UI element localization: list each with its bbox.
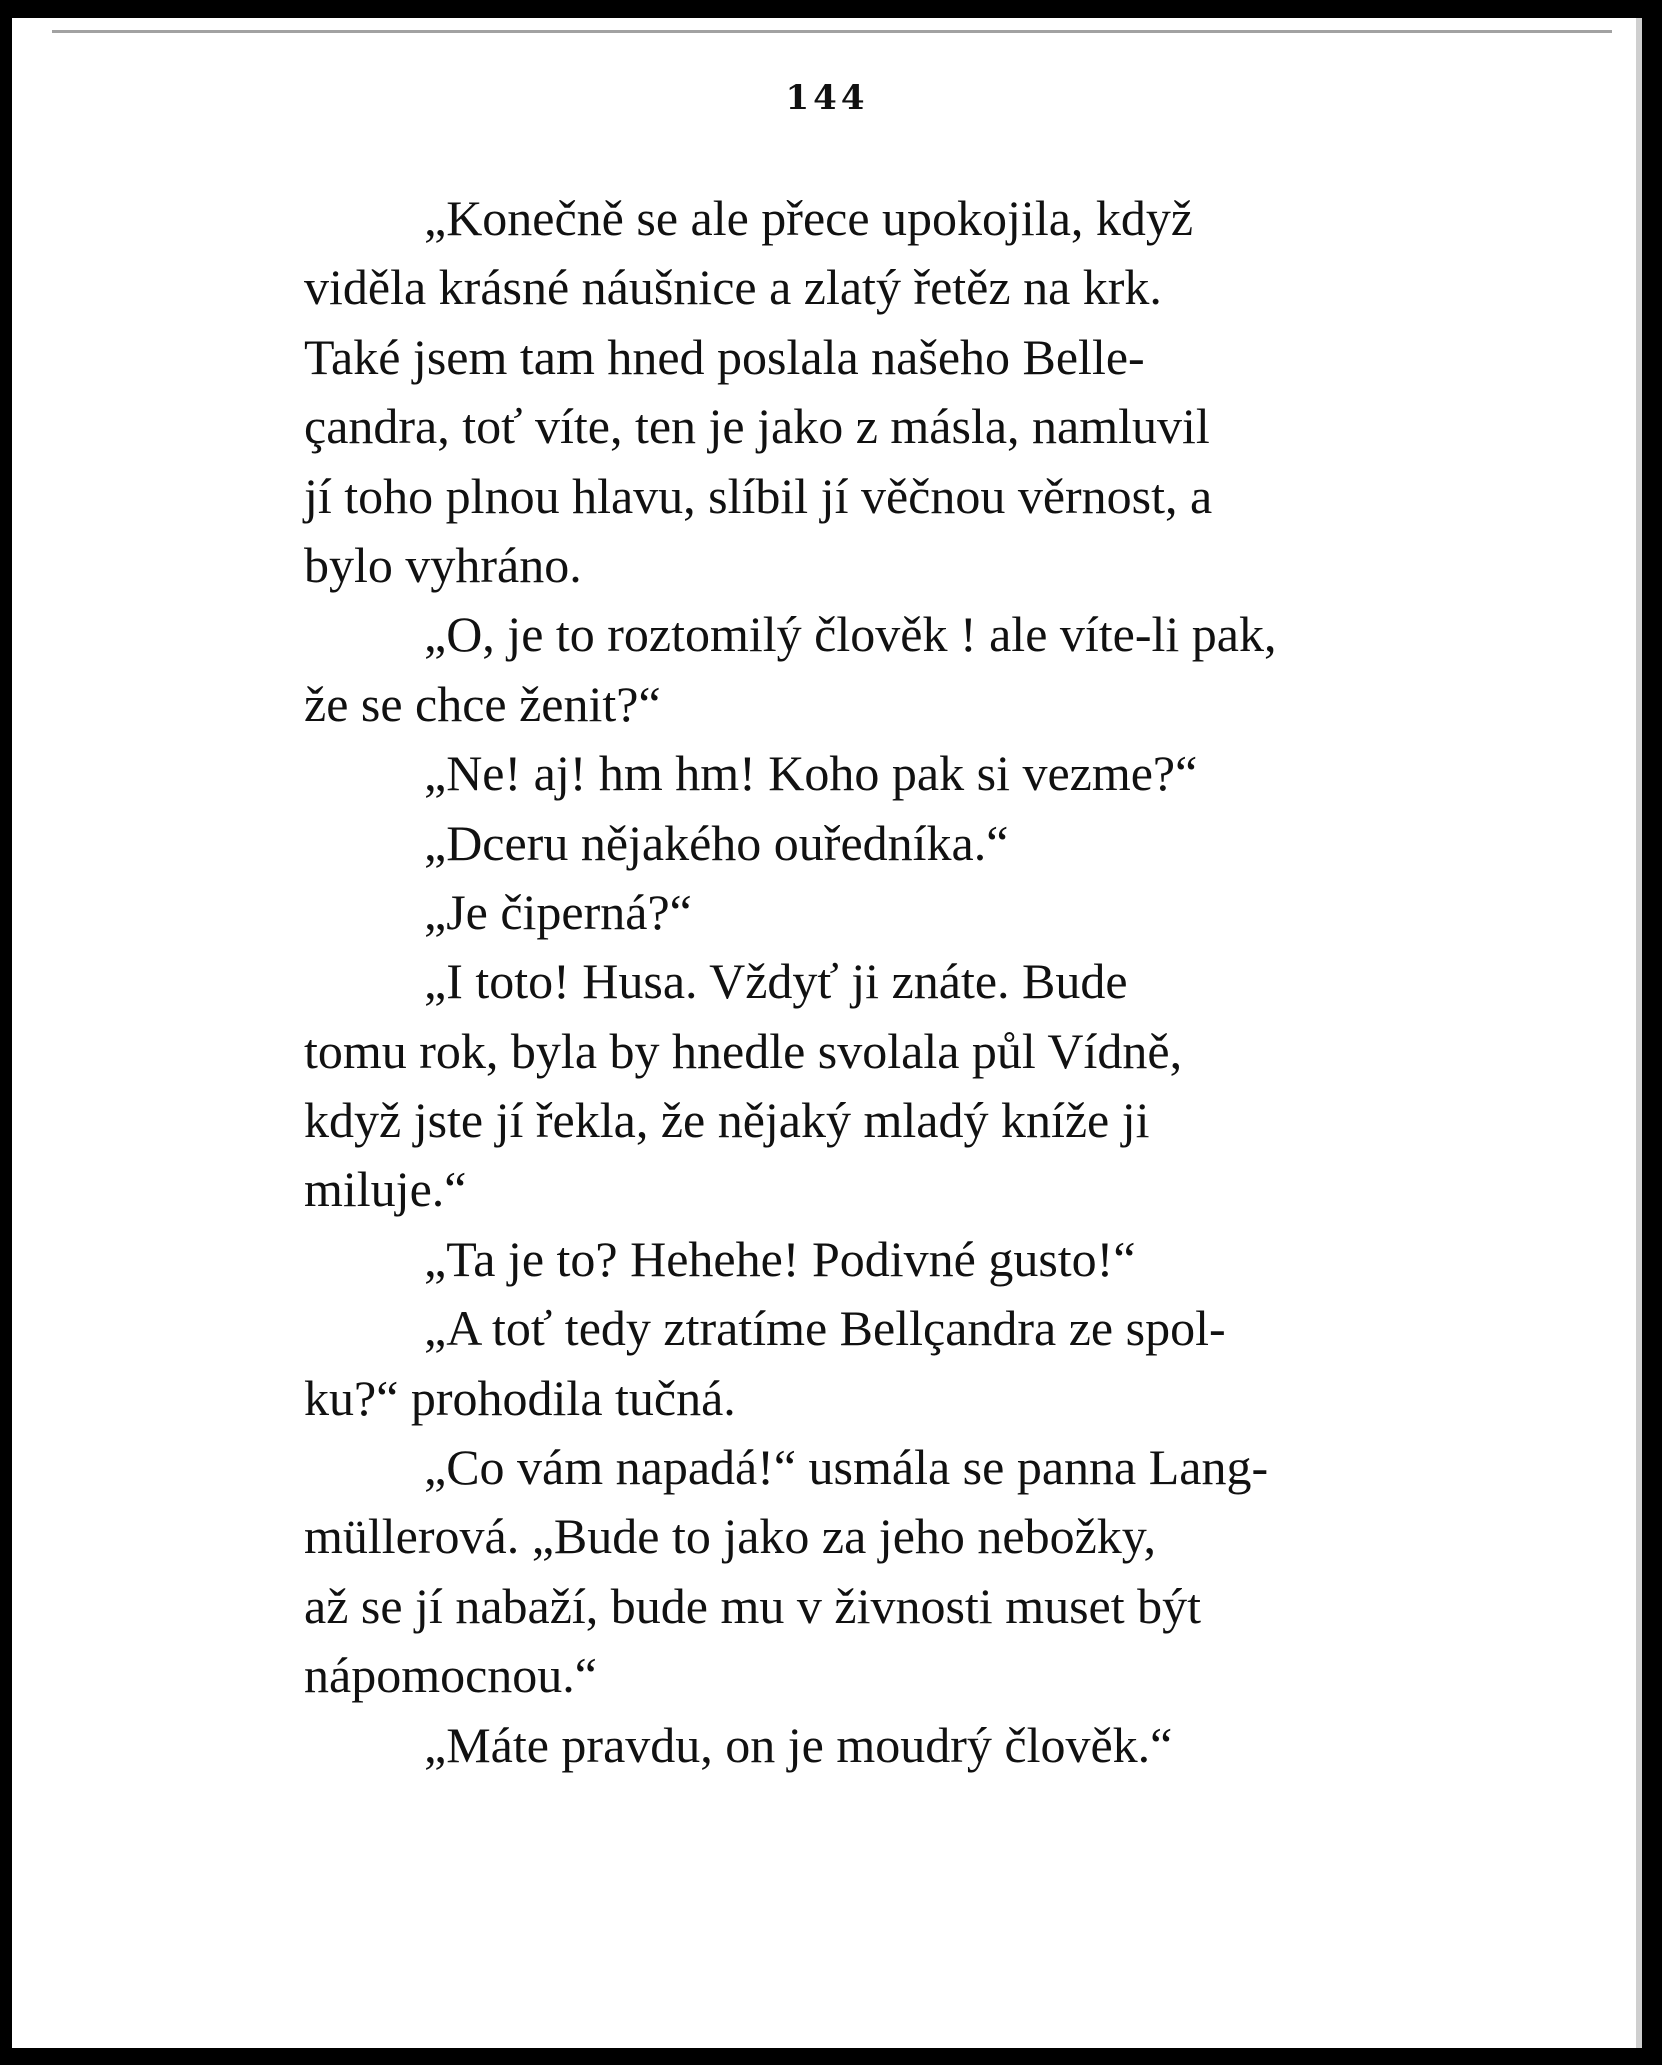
text-line: çandra, toť víte, ten je jako z másla, namluvil	[304, 398, 1210, 455]
body-text	[304, 184, 1514, 1780]
text-line: „A toť tedy ztratíme Bellçandra ze spol-	[424, 1300, 1226, 1357]
text-line: „Dceru nějakého ouředníka.“	[424, 814, 1009, 871]
text-line: tomu rok, byla by hnedle svolala půl Vídně,	[304, 1022, 1183, 1079]
page-number: 144	[785, 78, 869, 118]
text-line: „Co vám napadá!“ usmála se panna Lang-	[424, 1439, 1269, 1496]
text-line: miluje.“	[304, 1161, 467, 1218]
text-line: „O, je to roztomilý člověk ! ale víte-li pak,	[424, 606, 1277, 663]
text-line: „Ne! aj! hm hm! Koho pak si vezme?“	[424, 745, 1198, 802]
text-line: jí toho plnou hlavu, slíbil jí věčnou věrnost, a	[304, 467, 1213, 524]
text-line: viděla krásné náušnice a zlatý řetěz na krk.	[304, 259, 1162, 316]
text-line: když jste jí řekla, že nějaký mladý kníže ji	[304, 1092, 1150, 1149]
text-line: bylo vyhráno.	[304, 536, 582, 593]
text-line: „Konečně se ale přece upokojila, když	[424, 190, 1194, 246]
text-line: nápomocnou.“	[304, 1647, 597, 1704]
text-line: „I toto! Husa. Vždyť ji znáte. Bude	[424, 953, 1128, 1010]
text-line: až se jí nabaží, bude mu v živnosti muset být	[304, 1577, 1202, 1634]
text-line: „Je čiperná?“	[424, 883, 692, 940]
text-line: „Ta je to? Hehehe! Podivné gusto!“	[424, 1230, 1136, 1287]
text-line: „Máte pravdu, on je moudrý člověk.“	[424, 1716, 1173, 1773]
text-line: Také jsem tam hned poslala našeho Belle-	[304, 328, 1145, 385]
text-line: ku?“ prohodila tučná.	[304, 1369, 736, 1426]
text-line: müllerová. „Bude to jako za jeho nebožky,	[304, 1508, 1157, 1565]
text-line: že se chce ženit?“	[304, 675, 661, 732]
page-edge	[1636, 18, 1642, 2048]
book-page	[12, 18, 1642, 2048]
top-rule	[52, 30, 1612, 33]
